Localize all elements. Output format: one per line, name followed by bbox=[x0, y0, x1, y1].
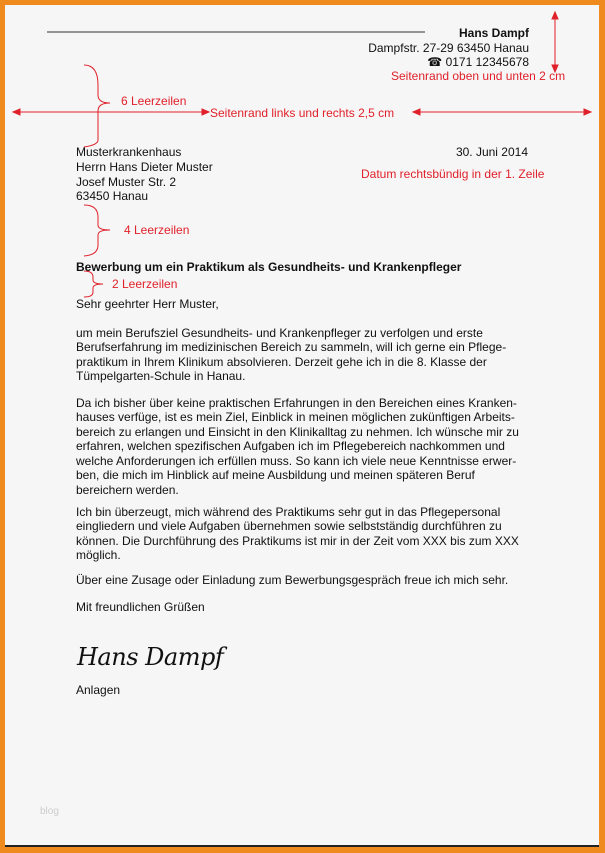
letter-page bbox=[5, 5, 599, 847]
body-line: hauses verfüge, ist es mein Ziel, Einblick in meinen möglichen zukünftigen Arbeits- bbox=[76, 410, 515, 424]
signature: Hans Dampf bbox=[77, 643, 224, 671]
note-margin-top-bottom: Seitenrand oben und unten 2 cm bbox=[391, 69, 566, 83]
closing: Mit freundlichen Grüßen bbox=[76, 600, 205, 614]
watermark: blog bbox=[40, 806, 59, 817]
body-line: Berufserfahrung im medizinischen Bereich zu sammeln, will ich gerne ein Pflege- bbox=[76, 340, 507, 354]
body-line: Da ich bisher über keine praktischen Erfahrungen in den Bereichen eines Kranken- bbox=[76, 396, 517, 410]
body-line: ben, die mich im Hinblick auf meine Ausbildung und meinen späteren Beruf bbox=[76, 468, 475, 482]
date: 30. Juni 2014 bbox=[455, 145, 528, 159]
body-line: um mein Berufsziel Gesundheits- und Krankenpfleger zu verfolgen und erste bbox=[76, 326, 483, 340]
body-line: welche Anforderungen ich erfüllen muss. So kann ich viele neue Kenntnisse erwer- bbox=[76, 454, 517, 468]
body-line: können. Die Durchführung des Praktikums ist mir in der Zeit vom XXX bis zum XXX bbox=[76, 534, 519, 548]
sender-address: Dampfstr. 27-29 63450 Hanau bbox=[368, 41, 529, 55]
subject-line: Bewerbung um ein Praktikum als Gesundheits- und Krankenpfleger bbox=[76, 260, 462, 274]
body-line: bereich zu erlangen und Einsicht in den Klinikalltag zu nehmen. Ich wünsche mir zu bbox=[76, 425, 519, 439]
note-six-blank: 6 Leerzeilen bbox=[121, 94, 187, 108]
body-line: Tümpelgarten-Schule in Hanau. bbox=[76, 369, 246, 383]
body-line: praktikum in Ihrem Klinikum absolvieren. Derzeit gehe ich in die 8. Klasse der bbox=[76, 355, 487, 369]
brace-two bbox=[84, 271, 103, 297]
telephone-icon: ☎ bbox=[427, 55, 446, 69]
body-line: erfahren, welchen spezifischen Aufgaben ich im Pflegebereich nachkommen und bbox=[76, 439, 505, 453]
note-date: Datum rechtsbündig in der 1. Zeile bbox=[361, 167, 545, 181]
sender-phone: ☎ 0171 12345678 bbox=[427, 55, 529, 69]
body-line: Ich bin überzeugt, mich während des Praktikums sehr gut in das Pflegepersonal bbox=[76, 505, 501, 519]
recipient-line: Josef Muster Str. 2 bbox=[76, 175, 177, 189]
brace-six bbox=[84, 65, 110, 147]
recipient-line: Musterkrankenhaus bbox=[76, 145, 182, 159]
body-line: möglich. bbox=[76, 548, 121, 562]
recipient-line: Herrn Hans Dieter Muster bbox=[76, 160, 213, 174]
recipient-line: 63450 Hanau bbox=[76, 189, 149, 203]
salutation: Sehr geehrter Herr Muster, bbox=[76, 297, 219, 311]
body-line: eingliedern und viele Aufgaben übernehmen sowie selbstständig durchführen zu bbox=[76, 519, 502, 533]
paragraph-4: Über eine Zusage oder Einladung zum Bewerbungsgespräch freue ich mich sehr. bbox=[76, 573, 509, 587]
note-four-blank: 4 Leerzeilen bbox=[124, 223, 190, 237]
brace-four bbox=[84, 205, 110, 256]
body-line: bereichern werden. bbox=[76, 483, 179, 497]
note-two-blank: 2 Leerzeilen bbox=[112, 277, 178, 291]
enclosures: Anlagen bbox=[76, 683, 121, 697]
sender-name: Hans Dampf bbox=[458, 26, 529, 40]
note-margin-left-right: Seitenrand links und rechts 2,5 cm bbox=[210, 106, 395, 120]
